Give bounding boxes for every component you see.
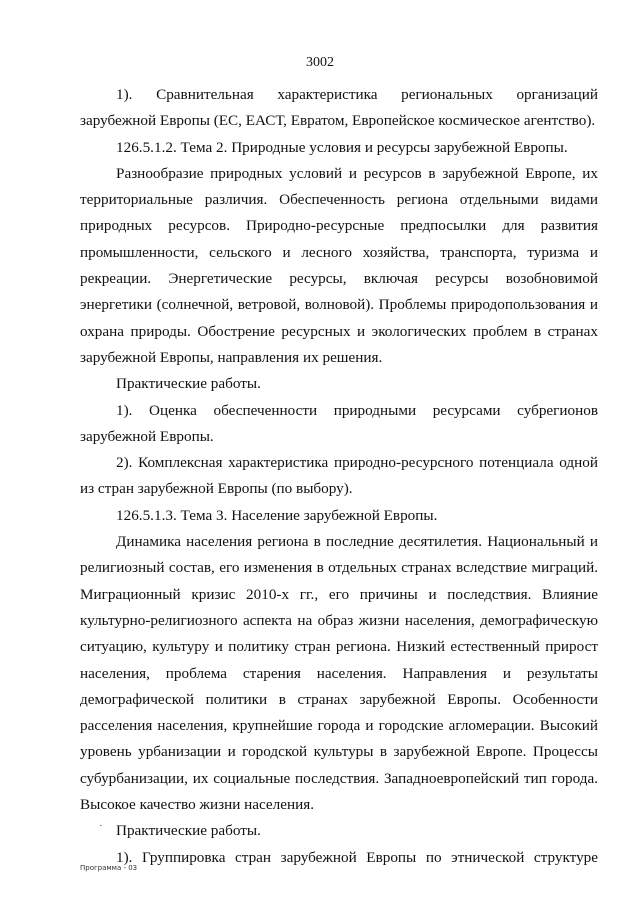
paragraph-population: Динамика населения региона в последние десятилетия. Национальный и религиозный состав, его изменения в отдельных странах вследствие миграций. Миграционный кризис 2010-х гг., его причины и последствия. Влияние культурно-религиозного аспекта на образ жизни населения, демографическую ситуацию, культуру и политику стран региона. Низкий естественный прирост населения, проблема старения населения. Направления и результаты демографической политики в странах зарубежной Европы. Особенности расселения населения, крупнейшие города и городские агломерации. Высокий уровень урбанизации и городской культуры в зарубежной Европе. Процессы субурбанизации, их социальные последствия. Западноевропейский тип города. Высокое качество жизни населения.: [80, 533, 598, 814]
heading-topic-3: 126.5.1.3. Тема 3. Население зарубежной Европы.: [116, 506, 438, 524]
page-footer: Программа - 03: [80, 864, 138, 872]
practical-item-ethnic-grouping: 1). Группировка стран зарубежной Европы по этнической структуре: [116, 848, 598, 866]
document-body: [80, 82, 598, 871]
practical-item-1: 1). Оценка обеспеченности природными ресурсами субрегионов зарубежной Европы.: [80, 401, 598, 445]
practical-item-2: 2). Комплексная характеристика природно-ресурсного потенциала одной из стран зарубежной Европы (по выбору).: [80, 454, 598, 498]
heading-practical-works-2: Практические работы.: [116, 822, 261, 840]
paragraph-regional-organizations: 1). Сравнительная характеристика региональных организаций зарубежной Европы (ЕС, ЕАСТ, Евратом, Европейское космическое агентство).: [80, 86, 598, 130]
heading-topic-2: 126.5.1.2. Тема 2. Природные условия и ресурсы зарубежной Европы.: [116, 138, 568, 156]
page-number: 3002: [306, 55, 334, 70]
paragraph-natural-resources: Разнообразие природных условий и ресурсов в зарубежной Европе, их территориальные различия. Обеспеченность региона отдельными видами природных ресурсов. Природно-ресурсные предпосылки для развития промышленности, сельского и лесного хозяйства, транспорта, туризма и рекреации. Энергетические ресурсы, включая ресурсы возобновимой энергетики (солнечной, ветровой, волновой). Проблемы природопользования и охрана природы. Обострение ресурсных и экологических проблем в странах зарубежной Европы, направления их решения.: [80, 164, 598, 366]
margin-mark: ·: [99, 820, 103, 832]
heading-practical-works: Практические работы.: [116, 375, 261, 393]
